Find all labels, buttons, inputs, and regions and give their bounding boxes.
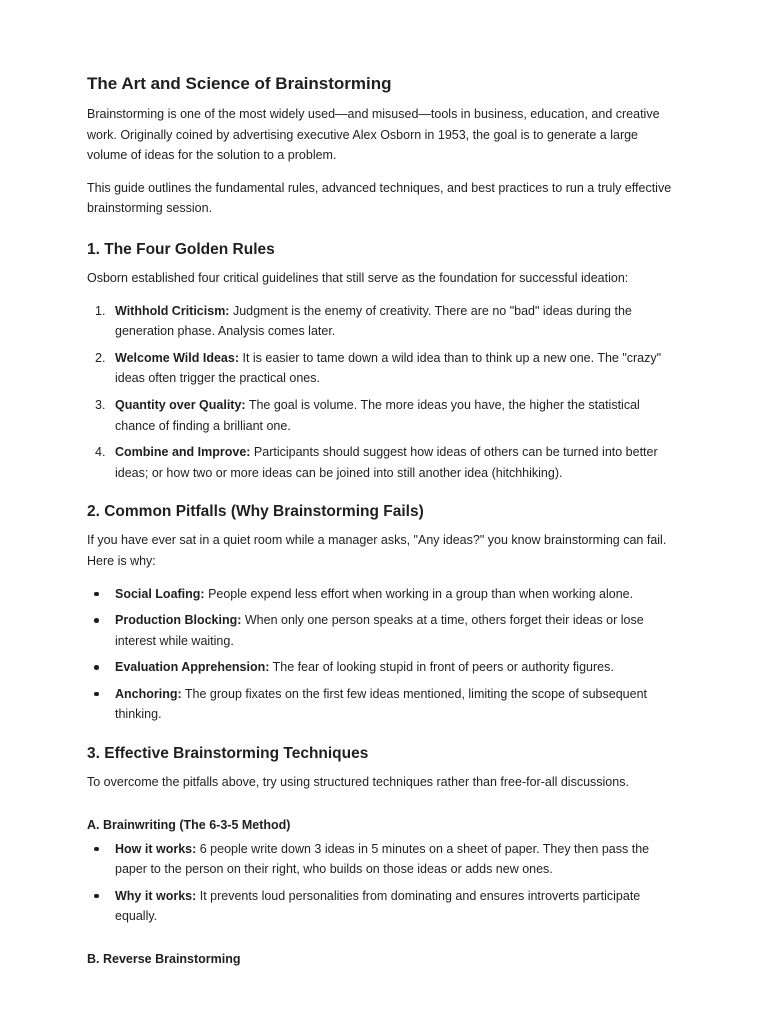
list-number: 4. — [95, 445, 106, 460]
brainwriting-list — [87, 839, 676, 927]
golden-rules-list — [87, 301, 676, 484]
list-item-label: Quantity over Quality: — [115, 397, 246, 412]
bullet-icon — [94, 692, 99, 697]
list-number: 1. — [95, 303, 106, 318]
list-item-text: 6 people write down 3 ideas in 5 minutes on a sheet of paper. They then pass the paper to the person on their right, who builds on those ideas or adds new ones. — [115, 841, 650, 877]
list-item — [95, 395, 676, 436]
list-item-text: The goal is volume. The more ideas you have, the higher the statistical chance of finding a brilliant one. — [115, 397, 640, 433]
list-item-text: It is easier to tame down a wild idea than to think up a new one. The "crazy" ideas often trigger the practical ones. — [115, 350, 662, 386]
list-item-text: When only one person speaks at a time, others forget their ideas or lose interest while waiting. — [115, 613, 644, 648]
intro-paragraph: This guide outlines the fundamental rules, advanced techniques, and best practices to run a truly effective brainstorming session. — [87, 180, 672, 216]
section-lead: If you have ever sat in a quiet room while a manager asks, "Any ideas?" you know brainstorming can fail. Here is why: — [87, 533, 667, 568]
section-heading: 1. The Four Golden Rules — [87, 240, 275, 258]
list-item — [115, 684, 676, 725]
list-item-label: Combine and Improve: — [115, 445, 251, 460]
section-four-golden-rules — [87, 239, 676, 483]
list-item-text: The fear of looking stupid in front of peers or authority figures. — [269, 660, 614, 675]
bullet-icon — [94, 592, 99, 597]
list-item — [115, 584, 676, 605]
intro-paragraph: Brainstorming is one of the most widely used—and misused—tools in business, education, and creative work. Originally coined by advertising executive Alex Osborn in 1953, the goal is to generate a large volume of ideas for the solution to a problem. — [87, 107, 660, 163]
list-item-label: Welcome Wild Ideas: — [115, 350, 239, 365]
list-item-text: It prevents loud personalities from dominating and ensures introverts participate equally. — [115, 888, 641, 924]
section-common-pitfalls — [87, 501, 676, 725]
document-title: The Art and Science of Brainstorming — [87, 74, 392, 93]
list-item-label: Withhold Criticism: — [115, 303, 230, 318]
subsection-heading: A. Brainwriting (The 6-3-5 Method) — [87, 817, 291, 832]
section-lead: Osborn established four critical guidelines that still serve as the foundation for successful ideation: — [87, 270, 629, 285]
list-item — [115, 657, 676, 678]
bullet-icon — [94, 665, 99, 670]
list-item — [115, 610, 676, 651]
section-techniques — [87, 743, 676, 968]
list-item-label: Production Blocking: — [115, 613, 242, 628]
bullet-icon — [94, 847, 99, 852]
list-item — [95, 348, 676, 389]
list-item-text: Judgment is the enemy of creativity. There are no "bad" ideas during the generation phase. Analysis comes later. — [115, 303, 632, 339]
list-item-label: Anchoring: — [115, 686, 182, 701]
subsection-heading: B. Reverse Brainstorming — [87, 952, 241, 967]
list-item-text: The group fixates on the first few ideas mentioned, limiting the scope of subsequent thinking. — [115, 686, 647, 722]
list-item-text: People expend less effort when working in a group than when working alone. — [204, 586, 634, 601]
pitfalls-list — [87, 584, 676, 726]
bullet-icon — [94, 894, 99, 899]
list-item — [95, 301, 676, 342]
bullet-icon — [94, 618, 99, 623]
list-item — [115, 839, 676, 880]
list-item-label: Evaluation Apprehension: — [115, 660, 270, 675]
list-item-label: Why it works: — [115, 888, 197, 903]
list-item-label: How it works: — [115, 841, 197, 856]
section-heading: 3. Effective Brainstorming Techniques — [87, 745, 369, 763]
list-item-label: Social Loafing: — [115, 586, 205, 601]
list-item — [95, 442, 676, 483]
list-number: 2. — [95, 350, 106, 365]
list-item — [115, 886, 676, 927]
section-lead: To overcome the pitfalls above, try using structured techniques rather than free-for-all discussions. — [87, 775, 629, 790]
section-heading: 2. Common Pitfalls (Why Brainstorming Fails) — [87, 503, 424, 521]
list-number: 3. — [95, 397, 106, 412]
list-item-text: Participants should suggest how ideas of others can be turned into better ideas; or how two or more ideas can be joined into still another idea (hitchhiking). — [115, 445, 658, 480]
